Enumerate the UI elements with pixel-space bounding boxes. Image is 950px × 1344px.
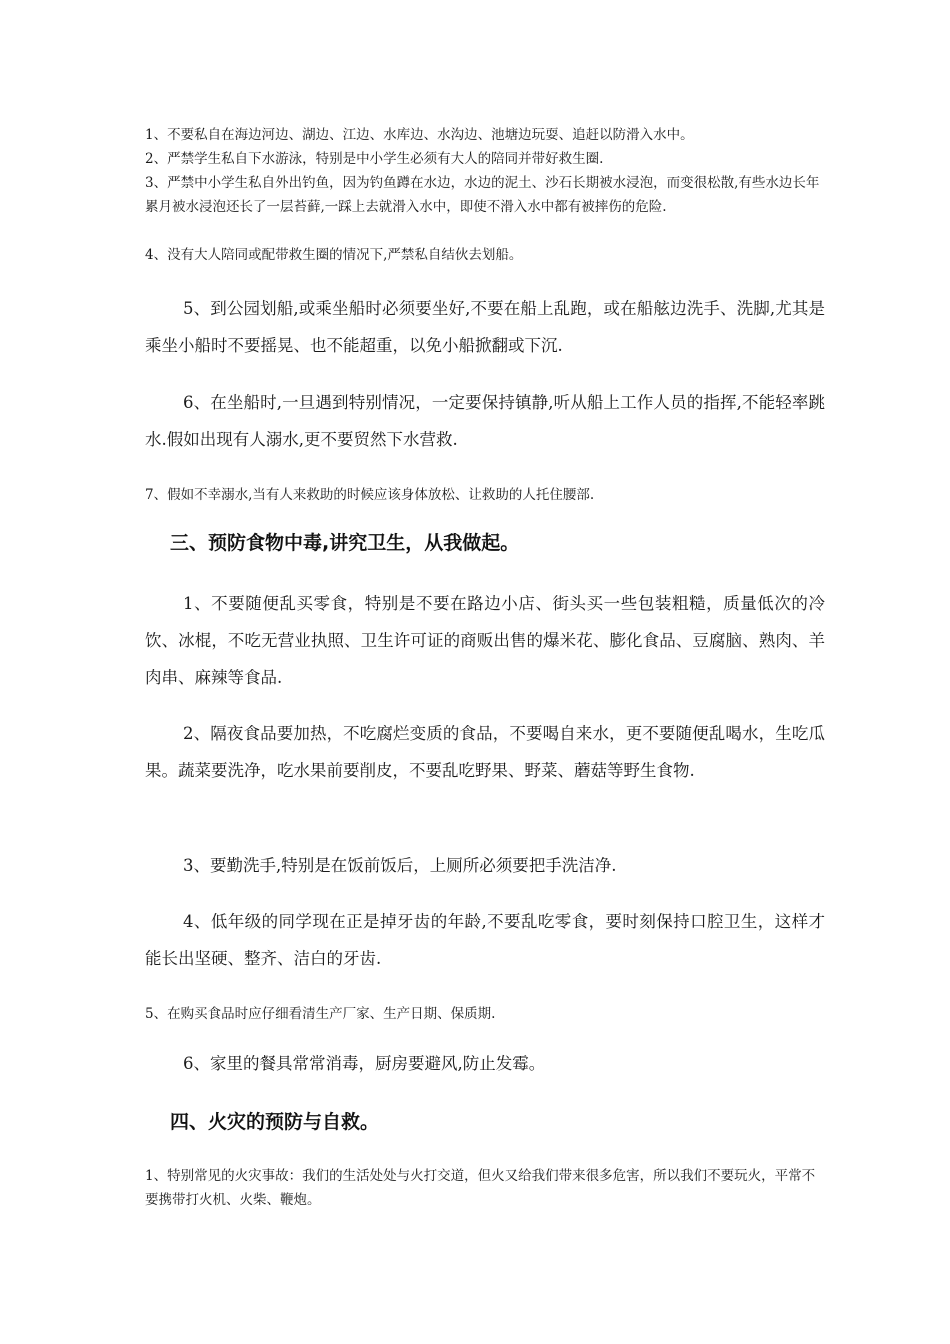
food-rule-6: 6、家里的餐具常常消毒，厨房要避风,防止发霉。 [183,1054,546,1073]
food-rule-4: 4、低年级的同学现在正是掉牙齿的年龄,不要乱吃零食，要时刻保持口腔卫生，这样才能长出坚硬、整齐、洁白的牙齿. [145,912,825,968]
swim-rule-1: 1、不要私自在海边河边、湖边、江边、水库边、水沟边、池塘边玩耍、追赶以防滑入水中。 [145,127,694,143]
swim-rule-2: 2、严禁学生私自下水游泳，特别是中小学生必须有大人的陪同并带好救生圈. [145,151,604,167]
food-safety-heading: 三、预防食物中毒,讲究卫生，从我做起。 [170,532,520,554]
swim-rule-3: 3、严禁中小学生私自外出钓鱼，因为钓鱼蹲在水边，水边的泥土、沙石长期被水浸泡，而变很松散,有些水边长年累月被水浸泡还长了一层苔藓,一踩上去就滑入水中，即使不滑入水中都有被摔伤的危险. [145,175,820,215]
swim-rule-6: 6、在坐船时,一旦遇到特别情况，一定要保持镇静,听从船上工作人员的指挥,不能轻率跳水.假如出现有人溺水,更不要贸然下水营救. [145,393,825,449]
fire-rule-1: 1、特别常见的火灾事故：我们的生活处处与火打交道，但火又给我们带来很多危害，所以我们不要玩火，平常不要携带打火机、火柴、鞭炮。 [145,1168,816,1208]
swim-rule-5: 5、到公园划船,或乘坐船时必须要坐好,不要在船上乱跑，或在船舷边洗手、洗脚,尤其是乘坐小船时不要摇晃、也不能超重，以免小船掀翻或下沉. [145,299,825,355]
food-rule-2: 2、隔夜食品要加热，不吃腐烂变质的食品，不要喝自来水，更不要随便乱喝水，生吃瓜果。蔬菜要洗净，吃水果前要削皮，不要乱吃野果、野菜、蘑菇等野生食物. [145,724,825,780]
fire-safety-heading: 四、火灾的预防与自救。 [170,1111,380,1133]
swim-rule-4: 4、没有大人陪同或配带救生圈的情况下,严禁私自结伙去划船。 [145,247,523,263]
swim-rule-7: 7、假如不幸溺水,当有人来救助的时候应该身体放松、让救助的人托住腰部. [145,487,595,503]
food-rule-1: 1、不要随便乱买零食，特别是不要在路边小店、街头买一些包装粗糙，质量低次的冷饮、冰棍，不吃无营业执照、卫生许可证的商贩出售的爆米花、膨化食品、豆腐脑、熟肉、羊肉串、麻辣等食品. [145,594,825,687]
food-rule-3: 3、要勤洗手,特别是在饭前饭后，上厕所必须要把手洗洁净. [183,856,617,875]
food-rule-5: 5、在购买食品时应仔细看清生产厂家、生产日期、保质期. [145,1006,496,1022]
